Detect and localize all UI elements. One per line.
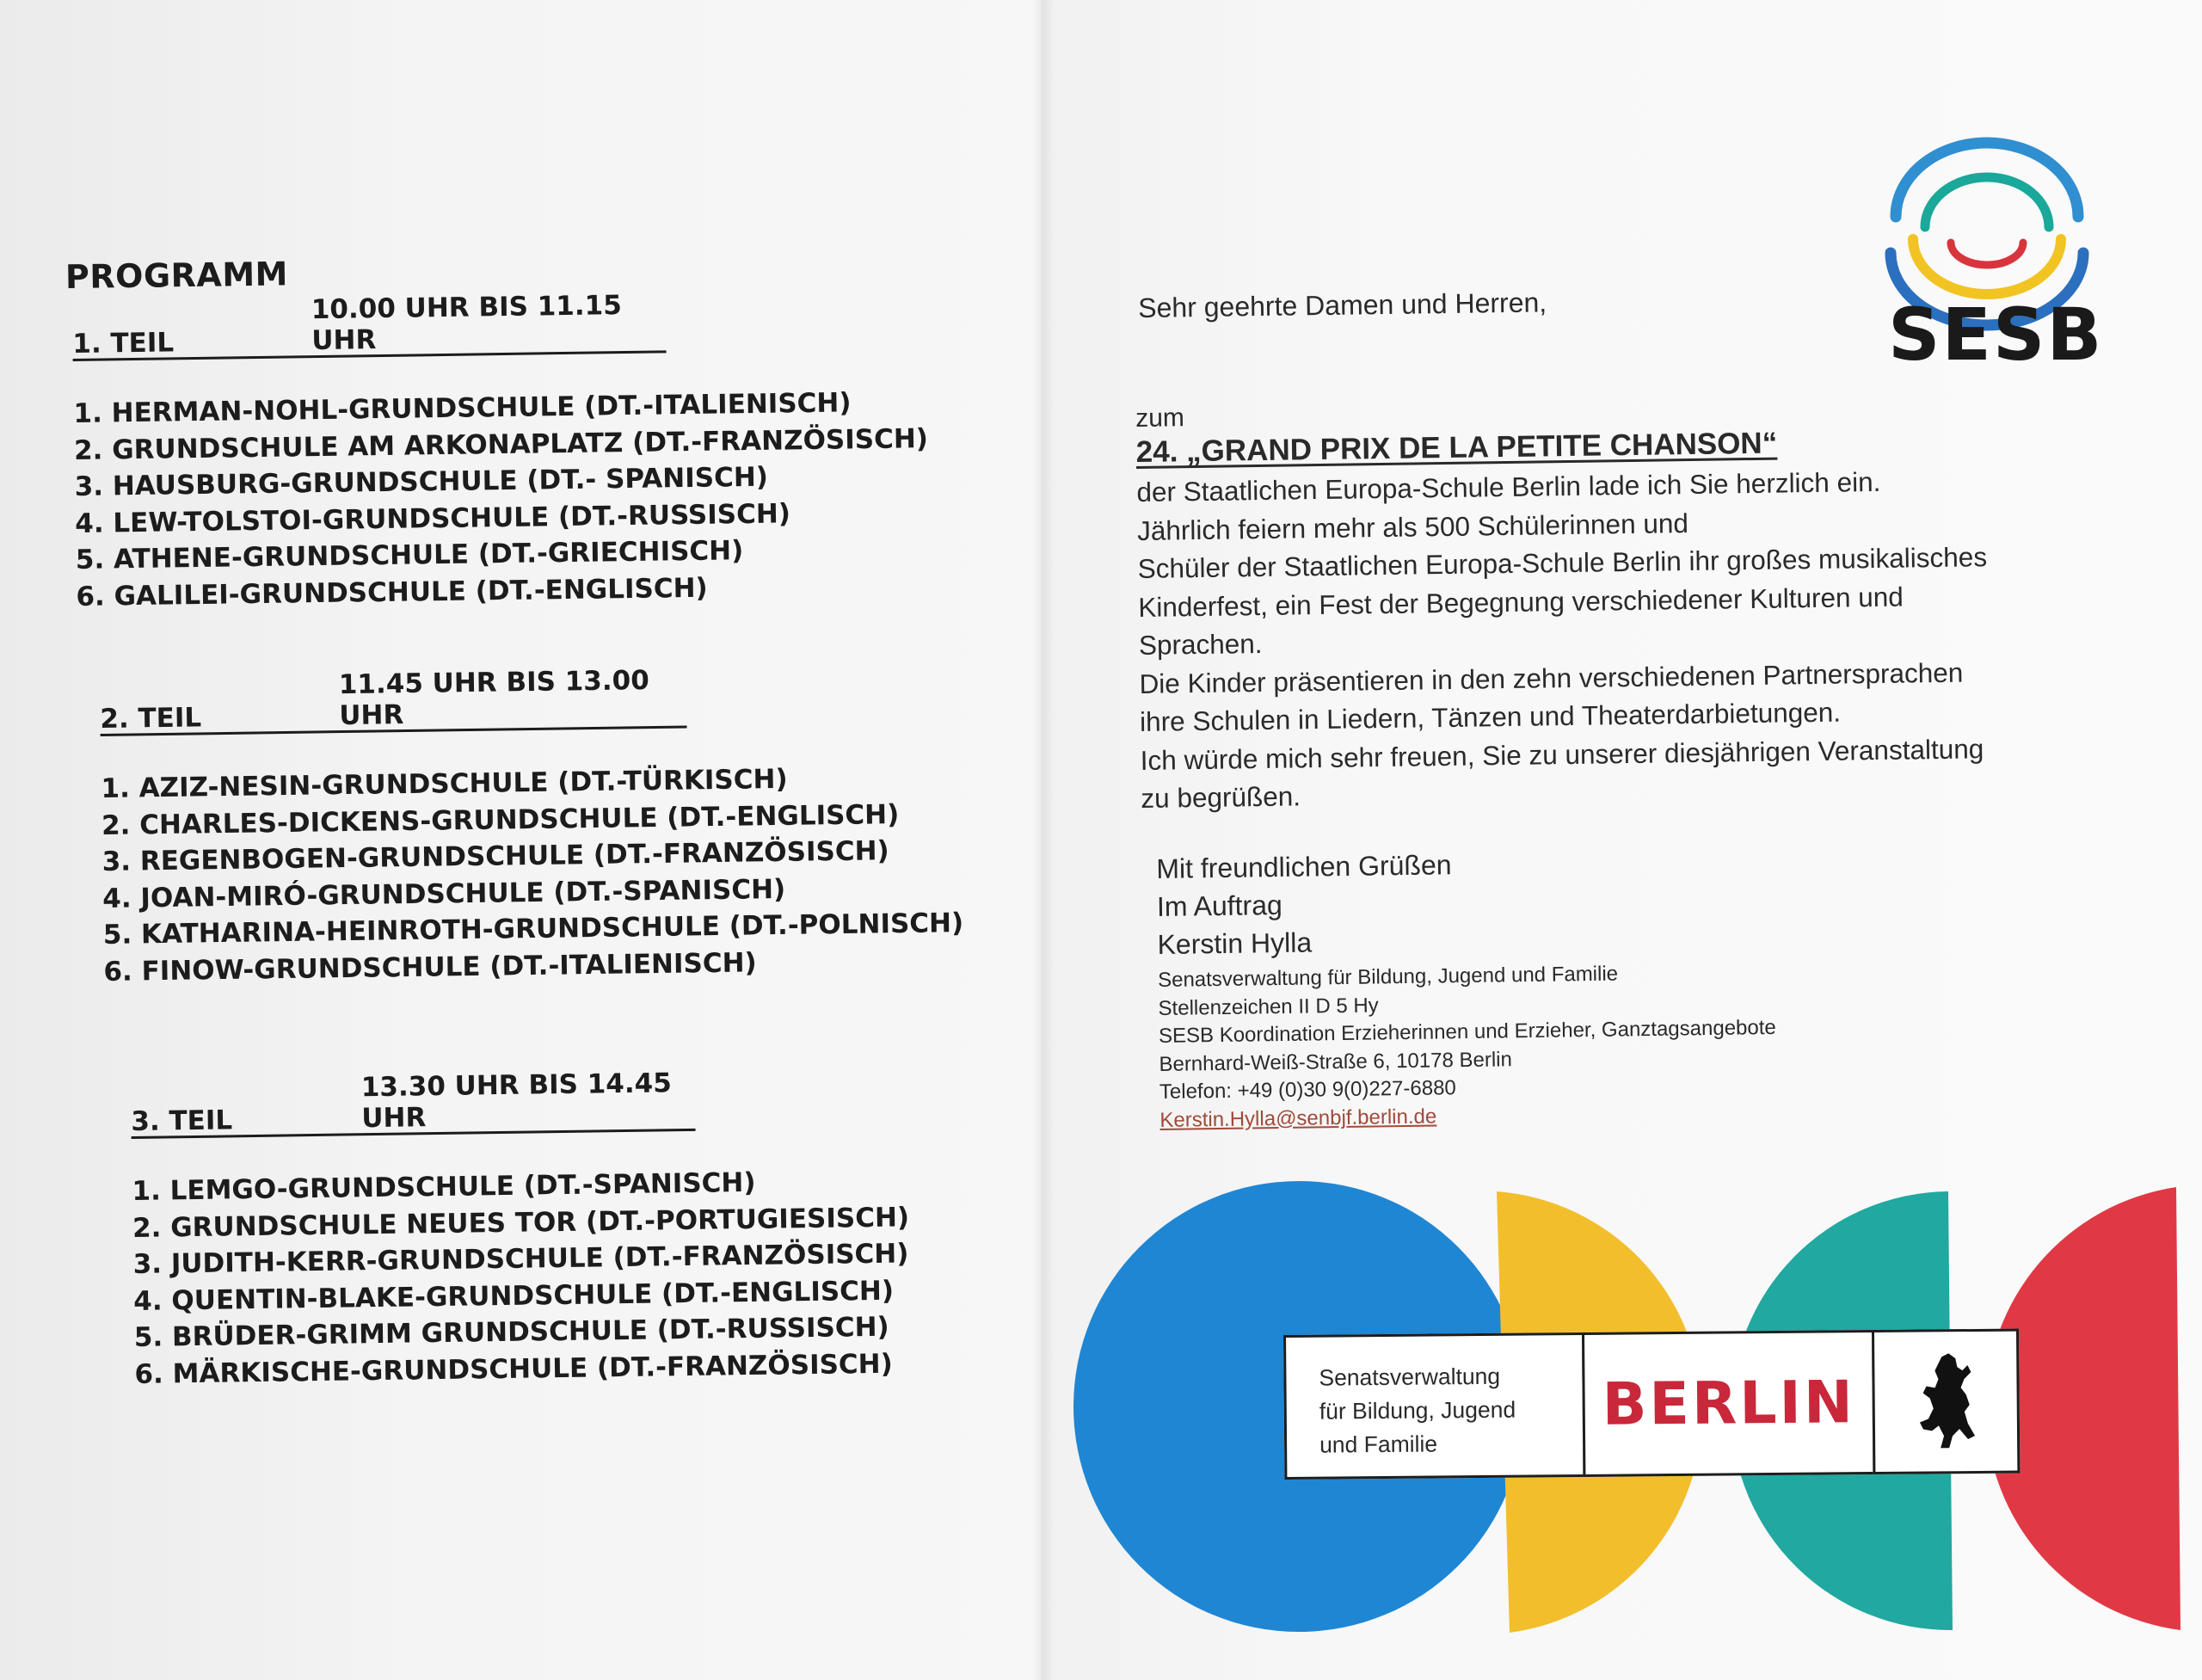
part-header bbox=[72, 290, 675, 370]
senate-name-line: Senatsverwaltung bbox=[1319, 1363, 1501, 1391]
part-header bbox=[131, 1068, 699, 1148]
school-list bbox=[73, 384, 930, 615]
salutation: Sehr geehrte Damen und Herren, bbox=[1138, 286, 1547, 323]
contact-block bbox=[1158, 958, 1777, 1135]
signature-name: Kerstin Hylla bbox=[1157, 926, 1313, 960]
event-title: 24. „GRAND PRIX DE LA PETITE CHANSON“ bbox=[1135, 426, 1778, 469]
bear-cell bbox=[1872, 1329, 2020, 1474]
list-item: 5. ATHENE-GRUNDSCHULE (DT.-GRIECHISCH) bbox=[75, 535, 744, 575]
body-line: Sprachen. bbox=[1138, 627, 1263, 661]
closing-line: Im Auftrag bbox=[1156, 889, 1283, 922]
list-item: 5. BRÜDER-GRIMM GRUNDSCHULE (DT.-RUSSISCH) bbox=[133, 1311, 889, 1353]
program-title: PROGRAMM bbox=[65, 255, 289, 296]
letter bbox=[1138, 286, 1547, 324]
list-item: 6. GALILEI-GRUNDSCHULE (DT.-ENGLISCH) bbox=[76, 572, 708, 612]
body-line: Kinderfest, ein Fest der Begegnung verschiedener Kulturen und bbox=[1138, 581, 1904, 623]
list-item: 2. GRUNDSCHULE NEUES TOR (DT.-PORTUGIESISCH) bbox=[132, 1201, 910, 1244]
senate-name-line: und Familie bbox=[1319, 1431, 1438, 1458]
senate-name-cell bbox=[1283, 1332, 1585, 1480]
part-label: 3. TEIL bbox=[131, 1105, 233, 1137]
school-list bbox=[101, 759, 964, 990]
senate-name-line: für Bildung, Jugend bbox=[1319, 1396, 1516, 1425]
program-part-3 bbox=[131, 1068, 912, 1393]
school-list bbox=[132, 1162, 912, 1393]
program-part-1 bbox=[72, 290, 931, 615]
list-item: 4. LEW-TOLSTOI-GRUNDSCHULE (DT.-RUSSISCH) bbox=[75, 497, 791, 539]
part-label: 2. TEIL bbox=[100, 702, 202, 735]
list-item: 1. LEMGO-GRUNDSCHULE (DT.-SPANISCH) bbox=[132, 1166, 756, 1207]
body-line: Schüler der Staatlichen Europa-Schule Berlin ihr großes musikalisches bbox=[1137, 541, 1988, 584]
program-part-2 bbox=[100, 665, 964, 990]
body-line: zu begrüßen. bbox=[1141, 780, 1301, 814]
list-item: 4. JOAN-MIRÓ-GRUNDSCHULE (DT.-SPANISCH) bbox=[102, 873, 786, 914]
sesb-logo-text: SESB bbox=[1888, 292, 2104, 377]
intro-word: zum bbox=[1135, 403, 1185, 433]
contact-line: SESB Koordination Erzieherinnen und Erzieher, Ganztagsangebote bbox=[1158, 1015, 1776, 1048]
letter-closing bbox=[1156, 841, 1777, 1135]
list-item: 5. KATHARINA-HEINROTH-GRUNDSCHULE (DT.-POLNISCH) bbox=[102, 908, 964, 951]
list-item: 3. HAUSBURG-GRUNDSCHULE (DT.- SPANISCH) bbox=[74, 461, 769, 502]
list-item: 1. HERMAN-NOHL-GRUNDSCHULE (DT.-ITALIENISCH) bbox=[73, 387, 852, 429]
logo-ring-teal bbox=[1925, 177, 2049, 227]
body-line: Jährlich feiern mehr als 500 Schülerinnen und bbox=[1136, 507, 1689, 546]
body-line: der Staatlichen Europa-Schule Berlin lade ich Sie herzlich ein. bbox=[1136, 465, 1881, 508]
list-item: 4. QUENTIN-BLAKE-GRUNDSCHULE (DT.-ENGLISCH) bbox=[133, 1275, 895, 1317]
part-label: 1. TEIL bbox=[72, 327, 175, 360]
letter-body bbox=[1135, 392, 1990, 817]
list-item: 3. REGENBOGEN-GRUNDSCHULE (DT.-FRANZÖSISCH) bbox=[101, 835, 889, 877]
list-item: 2. GRUNDSCHULE AM ARKONAPLATZ (DT.-FRANZÖSISCH) bbox=[73, 422, 929, 466]
body-line: ihre Schulen in Liedern, Tänzen und Theaterdarbietungen. bbox=[1139, 696, 1842, 737]
list-item: 3. JUDITH-KERR-GRUNDSCHULE (DT.-FRANZÖSISCH) bbox=[132, 1238, 909, 1280]
senate-berlin-logo bbox=[1283, 1329, 2020, 1480]
part-time: 11.45 UHR BIS 13.00 UHR bbox=[338, 665, 650, 732]
part-time: 13.30 UHR BIS 14.45 UHR bbox=[360, 1068, 673, 1135]
closing-line: Mit freundlichen Grüßen bbox=[1156, 849, 1452, 884]
list-item: 6. FINOW-GRUNDSCHULE (DT.-ITALIENISCH) bbox=[103, 946, 757, 988]
email-link[interactable]: Kerstin.Hylla@senbjf.berlin.de bbox=[1159, 1104, 1437, 1132]
logo-ring-red bbox=[1951, 243, 2023, 265]
contact-line: Bernhard-Weiß-Straße 6, 10178 Berlin bbox=[1159, 1047, 1513, 1076]
berlin-wordmark-cell bbox=[1582, 1330, 1875, 1477]
part-time: 10.00 UHR BIS 11.15 UHR bbox=[311, 290, 623, 357]
program-page bbox=[0, 0, 1041, 1680]
body-line: Die Kinder präsentieren in den zehn verschiedenen Partnersprachen bbox=[1139, 656, 1964, 699]
list-item: 2. CHARLES-DICKENS-GRUNDSCHULE (DT.-ENGLISCH) bbox=[101, 798, 900, 841]
body-text bbox=[1136, 461, 1990, 817]
part-header bbox=[100, 665, 694, 745]
berlin-bear-icon bbox=[1907, 1350, 1985, 1454]
page-fold bbox=[1032, 0, 1055, 1680]
list-item: 1. AZIZ-NESIN-GRUNDSCHULE (DT.-TÜRKISCH) bbox=[101, 763, 788, 804]
contact-line: Stellenzeichen II D 5 Hy bbox=[1158, 993, 1379, 1020]
body-line: Ich würde mich sehr freuen, Sie zu unserer diesjährigen Veranstaltung bbox=[1140, 732, 1984, 776]
contact-line: Telefon: +49 (0)30 9(0)227-6880 bbox=[1159, 1076, 1456, 1104]
berlin-wordmark: BERLIN bbox=[1602, 1368, 1856, 1439]
list-item: 6. MÄRKISCHE-GRUNDSCHULE (DT.-FRANZÖSISCH) bbox=[134, 1348, 894, 1390]
contact-line: Senatsverwaltung für Bildung, Jugend und Familie bbox=[1157, 962, 1619, 992]
